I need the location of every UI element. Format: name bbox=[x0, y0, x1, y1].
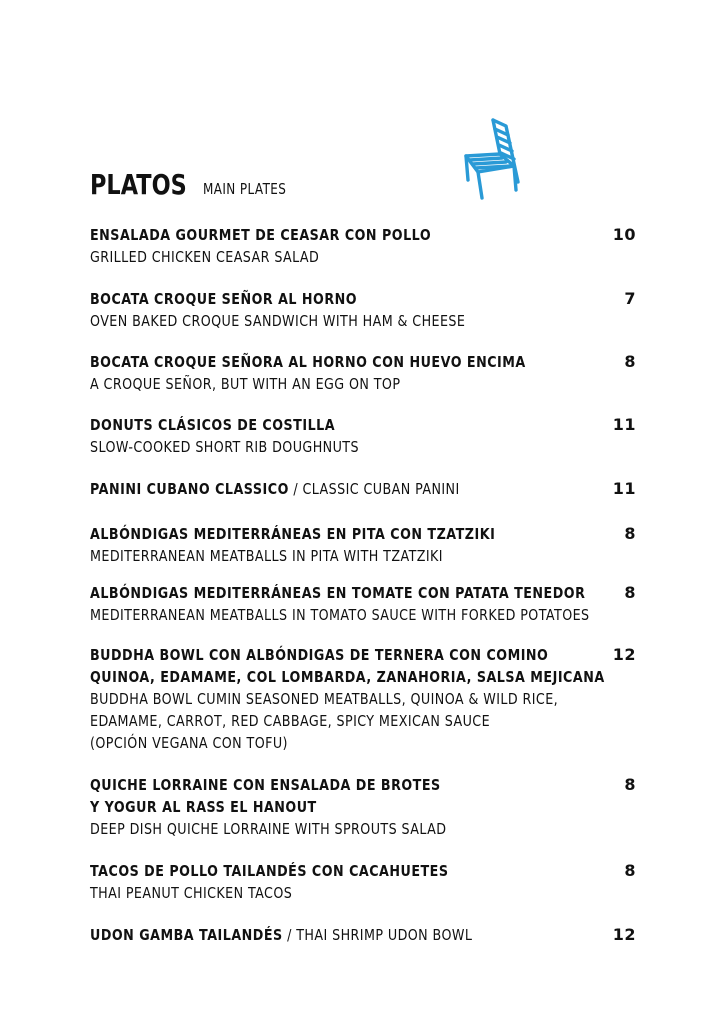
menu-item bbox=[90, 224, 636, 268]
item-description: EDAMAME, CARROT, RED CABBAGE, SPICY MEXICAN SAUCE bbox=[90, 712, 491, 730]
menu-header bbox=[90, 168, 307, 201]
item-name: ALBÓNDIGAS MEDITERRÁNEAS EN TOMATE CON PATATA TENEDOR bbox=[90, 584, 586, 602]
item-name: ALBÓNDIGAS MEDITERRÁNEAS EN PITA CON TZATZIKI bbox=[90, 525, 496, 543]
item-description: DEEP DISH QUICHE LORRAINE WITH SPROUTS SALAD bbox=[90, 820, 447, 838]
page-title: PLATOS bbox=[90, 168, 187, 201]
item-name: ENSALADA GOURMET DE CEASAR CON POLLO bbox=[90, 226, 432, 244]
item-description: SLOW-COOKED SHORT RIB DOUGHNUTS bbox=[90, 438, 359, 456]
item-description: THAI SHRIMP UDON BOWL bbox=[296, 926, 473, 944]
item-description: MEDITERRANEAN MEATBALLS IN PITA WITH TZATZIKI bbox=[90, 547, 443, 565]
item-name: QUINOA, EDAMAME, COL LOMBARDA, ZANAHORIA, SALSA MEJICANA bbox=[90, 668, 605, 686]
item-name: BUDDHA BOWL CON ALBÓNDIGAS DE TERNERA CON COMINO bbox=[90, 646, 549, 664]
item-name: PANINI CUBANO CLASSICO bbox=[90, 480, 289, 498]
item-price: 11 bbox=[612, 479, 636, 498]
item-description: MEDITERRANEAN MEATBALLS IN TOMATO SAUCE WITH FORKED POTATOES bbox=[90, 606, 590, 624]
item-price: 8 bbox=[624, 583, 636, 602]
item-name: QUICHE LORRAINE CON ENSALADA DE BROTES bbox=[90, 776, 441, 794]
item-price: 12 bbox=[612, 645, 636, 664]
menu-item: PANINI CUBANO CLASSICO / CLASSIC CUBAN PANINI 11 bbox=[90, 479, 636, 498]
menu-item bbox=[90, 414, 636, 458]
item-price: 12 bbox=[612, 925, 636, 944]
menu-item bbox=[90, 644, 636, 754]
item-description: OVEN BAKED CROQUE SANDWICH WITH HAM & CHEESE bbox=[90, 312, 466, 330]
menu-item bbox=[90, 523, 636, 567]
item-description: THAI PEANUT CHICKEN TACOS bbox=[90, 884, 293, 902]
menu-item bbox=[90, 860, 636, 904]
item-price: 8 bbox=[624, 775, 636, 794]
item-description: BUDDHA BOWL CUMIN SEASONED MEATBALLS, QUINOA & WILD RICE, bbox=[90, 690, 559, 708]
chair-icon bbox=[462, 116, 522, 202]
item-description: A CROQUE SEÑOR, BUT WITH AN EGG ON TOP bbox=[90, 375, 401, 393]
item-price: 7 bbox=[624, 289, 636, 308]
page-subtitle: MAIN PLATES bbox=[203, 180, 287, 198]
item-description: GRILLED CHICKEN CEASAR SALAD bbox=[90, 248, 320, 266]
item-price: 8 bbox=[624, 352, 636, 371]
item-name: TACOS DE POLLO TAILANDÉS CON CACAHUETES bbox=[90, 862, 449, 880]
item-price: 10 bbox=[612, 225, 636, 244]
menu-item bbox=[90, 351, 636, 395]
menu-item bbox=[90, 582, 636, 626]
menu-item: UDON GAMBA TAILANDÉS / THAI SHRIMP UDON BOWL 12 bbox=[90, 925, 636, 944]
item-price: 11 bbox=[612, 415, 636, 434]
item-description: CLASSIC CUBAN PANINI bbox=[302, 480, 460, 498]
item-name: DONUTS CLÁSICOS DE COSTILLA bbox=[90, 416, 336, 434]
item-name: Y YOGUR AL RASS EL HANOUT bbox=[90, 798, 317, 816]
item-name: BOCATA CROQUE SEÑOR AL HORNO bbox=[90, 290, 358, 308]
item-price: 8 bbox=[624, 861, 636, 880]
item-price: 8 bbox=[624, 524, 636, 543]
item-description: (OPCIÓN VEGANA CON TOFU) bbox=[90, 734, 288, 752]
menu-item bbox=[90, 288, 636, 332]
item-name: UDON GAMBA TAILANDÉS bbox=[90, 926, 283, 944]
item-name: BOCATA CROQUE SEÑORA AL HORNO CON HUEVO ENCIMA bbox=[90, 353, 526, 371]
menu-item bbox=[90, 774, 636, 840]
